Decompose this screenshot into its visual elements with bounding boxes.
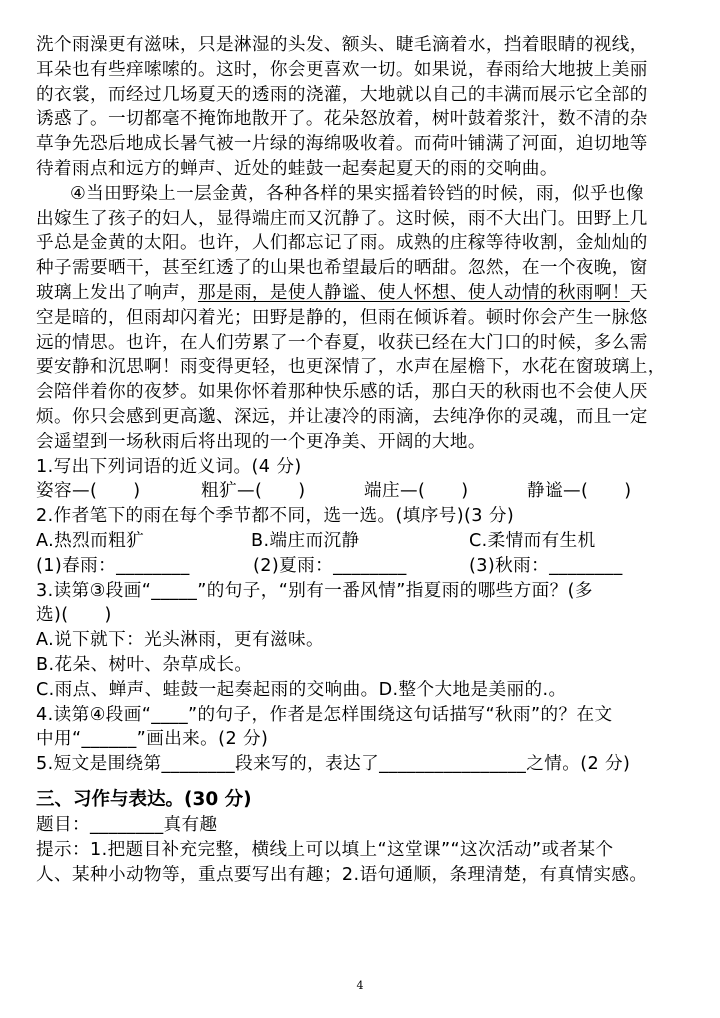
passage-paragraph-4: [36, 182, 688, 455]
question-text: 选)( ): [36, 605, 112, 626]
option: B.端庄而沉静: [251, 530, 360, 551]
text-line: 洗个雨澡更有滋味，只是淋湿的头发、额头、睫毛滴着水，挡着眼睛的视线，: [36, 35, 648, 55]
page-number: 4: [356, 979, 364, 992]
composition-section: [36, 787, 688, 887]
question-text: 1.写出下列词语的近义词。(4 分): [36, 456, 302, 477]
composition-tip: 提示：1.把题目补充完整，横线上可以填上“这堂课”“这次活动”或者某个: [36, 839, 614, 860]
text-line: 耳朵也有些痒嗦嗦的。这时，你会更喜欢一切。如果说，春雨给大地披上美丽: [36, 59, 648, 80]
answer-blank: (1)春雨：________: [36, 555, 190, 576]
question-text: 4.读第④段画“____”的句子，作者是怎样围绕这句话描写“秋雨”的？在文: [36, 704, 613, 725]
question-3: [36, 579, 688, 703]
text-line: 乎总是金黄的太阳。也许，人们都忘记了雨。成熟的庄稼等待收割，金灿灿的: [36, 233, 648, 254]
question-text: 5.短文是围绕第________段来写的，表达了________________之情。(2 分): [36, 754, 631, 775]
composition-tip: 人、某种小动物等，重点要写出有趣；2.语句通顺，条理清楚，有真情实感。: [36, 864, 648, 885]
text-line: 出嫁生了孩子的妇人，显得端庄而又沉静了。这时候，雨不大出门。田野上几: [36, 208, 648, 229]
synonym-item: 姿容—( ): [36, 481, 141, 502]
option: A.说下就下：光头淋雨，更有滋味。: [36, 630, 325, 651]
question-4: [36, 703, 688, 753]
composition-title: 题目：________真有趣: [36, 814, 218, 835]
text-line: 诱惑了。一切都毫不掩饰地散开了。花朵怒放着，树叶鼓着浆汁，数不清的杂: [36, 109, 648, 130]
answer-blank: (2)夏雨：________: [253, 555, 407, 576]
text-line: 空是暗的，但雨却闪着光；田野是静的，但雨在倾诉着。顿时你会产生一脉悠: [36, 307, 648, 328]
question-2: [36, 504, 688, 578]
text-line: 待着雨点和远方的蝉声、近处的蛙鼓一起奏起夏天的雨的交响曲。: [36, 158, 558, 179]
option: C.柔情而有生机: [469, 530, 596, 551]
option: A.热烈而粗犷: [36, 530, 145, 551]
question-text: 3.读第③段画“_____”的句子，“别有一番风情”指夏雨的哪些方面？(多: [36, 580, 593, 601]
section-heading: 三、习作与表达。(30 分): [36, 788, 252, 810]
passage-paragraph-3: [36, 33, 688, 182]
text-line: [36, 281, 688, 306]
exam-page: [36, 33, 688, 887]
text-line: 会遥望到一场秋雨后将出现的一个更净美、开阔的大地。: [36, 431, 486, 452]
option: B.花朵、树叶、杂草成长。: [36, 654, 253, 675]
text-line: 种子需要晒干，甚至红透了的山果也希望最后的晒甜。忽然，在一个夜晚，窗: [36, 258, 648, 279]
text-segment: 玻璃上发出了响声，: [36, 282, 198, 303]
question-5: [36, 752, 688, 777]
underlined-sentence: 那是雨，是使人静谧、使人怀想、使人动情的秋雨啊！: [197, 282, 630, 303]
text-line: ④当田野染上一层金黄，各种各样的果实摇着铃铛的时候，雨，似乎也像: [70, 183, 644, 204]
text-line: 草争先恐后地成长暑气被一片绿的海绵吸收着。而荷叶铺满了河面，迫切地等: [36, 134, 648, 155]
question-text: 中用“______”画出来。(2 分): [36, 729, 269, 750]
text-segment: 天: [629, 282, 648, 303]
answer-blank: (3)秋雨：________: [469, 555, 623, 576]
text-line: 的衣裳，而经过几场夏天的透雨的浇灌，大地就以自己的丰满而展示它全部的: [36, 84, 648, 105]
synonym-item: 端庄—( ): [364, 481, 469, 502]
question-1: [36, 455, 688, 505]
synonym-item: 静谧—( ): [527, 481, 632, 502]
text-line: 烦。你只会感到更高邈、深远，并让凄冷的雨滴，去纯净你的灵魂，而且一定: [36, 406, 648, 427]
text-line: 会陪伴着你的夜梦。如果你怀着那种快乐感的话，那白天的秋雨也不会使人厌: [36, 382, 648, 403]
text-line: 要安静和沉思啊！雨变得更轻，也更深情了，水声在屋檐下，水花在窗玻璃上，: [36, 357, 666, 378]
option-row: [36, 529, 688, 554]
text-line: 远的情思。也许，在人们劳累了一个春夏，收获已经在大门口的时候，多么需: [36, 332, 648, 353]
question-text: 2.作者笔下的雨在每个季节都不同，选一选。(填序号)(3 分): [36, 506, 515, 527]
synonym-row: [36, 479, 688, 504]
synonym-item: 粗犷—( ): [201, 481, 306, 502]
option: C.雨点、蝉声、蛙鼓一起奏起雨的交响曲。D.整个大地是美丽的.。: [36, 679, 567, 700]
blank-row: [36, 554, 688, 579]
